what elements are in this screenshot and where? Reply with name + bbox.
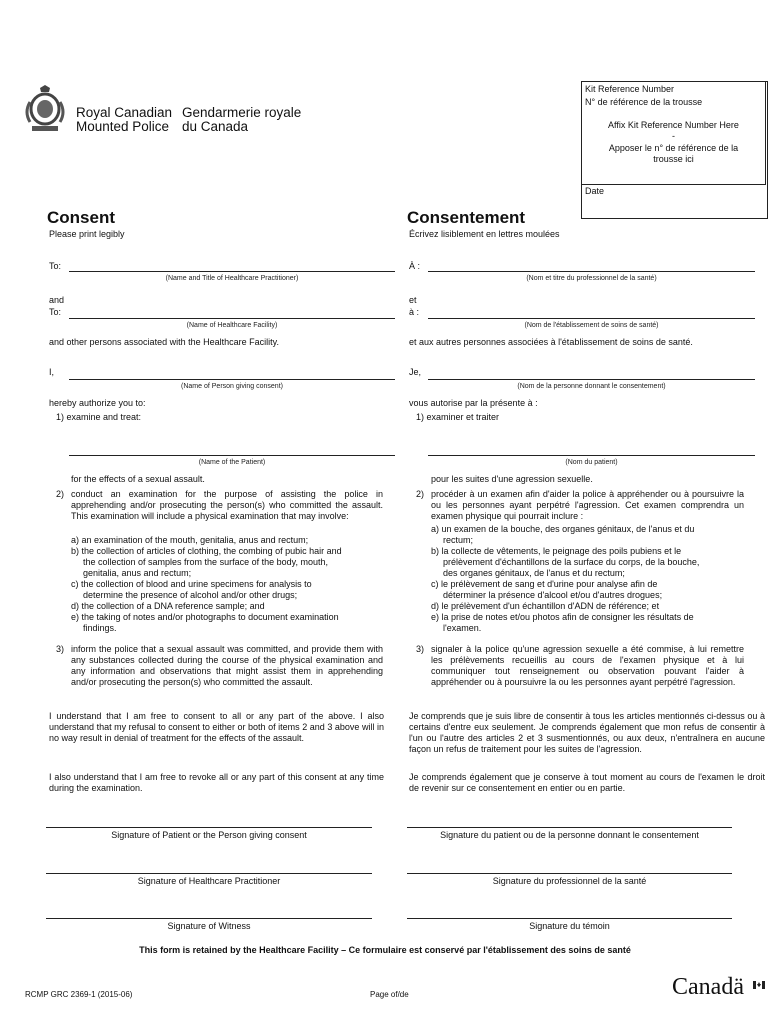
org-fr-line1: Gendarmerie royale xyxy=(182,105,302,120)
effects-fr: pour les suites d'une agression sexuelle. xyxy=(431,474,593,484)
other-persons-fr: et aux autres personnes associées à l'établissement de soins de santé. xyxy=(409,337,693,347)
item2-list-en xyxy=(71,535,391,634)
patient-field-en[interactable] xyxy=(69,455,395,456)
to-label-en: To: xyxy=(49,261,62,271)
kit-ref-label-fr: N° de référence de la trousse xyxy=(585,97,703,107)
signature-practitioner-label-fr: Signature du professionnel de la santé xyxy=(492,876,647,886)
patient-caption-en: (Name of the Patient) xyxy=(198,459,266,466)
item3-num-en: 3) xyxy=(56,644,65,654)
affix-en: Affix Kit Reference Number Here xyxy=(608,120,739,130)
signature-witness-field-en[interactable] xyxy=(46,918,372,919)
item2-b2-fr: prélèvement d'échantillons de la surface du corps, de la bouche, xyxy=(443,557,700,567)
patient-field-fr[interactable] xyxy=(428,455,755,456)
person-field-fr[interactable] xyxy=(428,379,755,380)
authorize-fr: vous autorise par la présente à : xyxy=(409,398,538,408)
rcmp-crest-icon xyxy=(22,84,68,134)
kit-ref-label-en: Kit Reference Number xyxy=(585,84,675,94)
understand1-fr: Je comprends que je suis libre de consentir à tous les articles mentionnés ci-dessus ou à certains d'entre eux seulement. Je comprends également que mon refus de consentir à l'un ou l'autre des articles 2 et 3 susmentionnés, ou aux deux, n'entraînera en aucune façon un refus de traitement pour les suites de l'agression. xyxy=(409,711,765,754)
item2-d-en: d) the collection of a DNA reference sample; and xyxy=(71,601,265,611)
signature-witness-label-en: Signature of Witness xyxy=(167,921,251,931)
subtitle-fr: Écrivez lisiblement en lettres moulées xyxy=(409,229,560,239)
item2-b1-en: b) the collection of articles of clothing, the combing of pubic hair and xyxy=(71,546,342,556)
item2-e1-fr: e) la prise de notes et/ou photos afin de consigner les résultats de xyxy=(431,612,694,622)
signature-practitioner-field-fr[interactable] xyxy=(407,873,732,874)
facility-caption-fr: (Nom de l'établissement de soins de santé) xyxy=(524,322,659,329)
org-en-line2: Mounted Police xyxy=(76,119,170,134)
signature-practitioner-label-en: Signature of Healthcare Practitioner xyxy=(137,876,281,886)
item2-a2-fr: rectum; xyxy=(443,535,474,545)
date-label: Date xyxy=(585,186,605,196)
item3-num-fr: 3) xyxy=(416,644,425,654)
item2-c2-en: determine the presence of alcohol and/or other drugs; xyxy=(83,590,298,600)
understand2-en: I also understand that I am free to revoke all or any part of this consent at any time during the examination. xyxy=(49,772,384,793)
authorize-en: hereby authorize you to: xyxy=(49,398,146,408)
other-persons-en: and other persons associated with the Healthcare Facility. xyxy=(49,337,279,347)
signature-witness-field-fr[interactable] xyxy=(407,918,732,919)
title-fr: Consentement xyxy=(407,208,526,227)
item1-en: 1) examine and treat: xyxy=(56,412,142,422)
facility-caption-en: (Name of Healthcare Facility) xyxy=(186,322,278,329)
org-name-en xyxy=(76,106,172,134)
patient-caption-fr: (Nom du patient) xyxy=(565,459,618,466)
and-label-fr: et xyxy=(409,295,417,305)
practitioner-caption-fr: (Nom et titre du professionnel de la santé) xyxy=(526,275,657,282)
affix-fr-1: Apposer le n° de référence de la xyxy=(608,143,739,153)
item2-text-en: conduct an examination for the purpose of assisting the police in apprehending and/or prosecuting the person(s) who committed the assault. This examination will include a physical examination that may involve: xyxy=(71,489,383,521)
item2-c2-fr: déterminer la présence d'alcool et/ou d'autres drogues; xyxy=(443,590,663,600)
to-label-fr: À : xyxy=(409,261,421,271)
item2-list-fr xyxy=(431,524,753,634)
item2-e2-en: findings. xyxy=(83,623,117,633)
item3-text-fr: signaler à la police qu'une agression sexuelle a été commise, à lui remettre les prélèvements recueillis au cours de l'examen physique et à lui communiquer tout renseignement ou observation pouvant l'aider à appréhender ou à poursuivre la ou les personnes ayant perpétré l'agression. xyxy=(431,644,744,687)
form-number: RCMP GRC 2369-1 (2015-06) xyxy=(25,990,133,999)
signature-patient-field-en[interactable] xyxy=(46,827,372,828)
person-caption-en: (Name of Person giving consent) xyxy=(181,383,283,390)
item2-a1-fr: a) un examen de la bouche, des organes génitaux, de l'anus et du xyxy=(431,524,695,534)
effects-en: for the effects of a sexual assault. xyxy=(71,474,205,484)
and-label-en: and xyxy=(49,295,65,305)
item2-num-fr: 2) xyxy=(416,489,425,499)
item2-c1-en: c) the collection of blood and urine specimens for analysis to xyxy=(71,579,312,589)
to2-label-fr: à : xyxy=(409,307,420,317)
subtitle-en: Please print legibly xyxy=(49,229,125,239)
signature-patient-label-en: Signature of Patient or the Person giving consent xyxy=(111,830,307,840)
understand1-en: I understand that I am free to consent to all or any part of the above. I also understand that my refusal to consent to either or both of items 2 and 3 above will in no way result in denial of treatment for the effects of the assault. xyxy=(49,711,384,743)
signature-practitioner-field-en[interactable] xyxy=(46,873,372,874)
practitioner-caption-en: (Name and Title of Healthcare Practitioner) xyxy=(165,275,299,282)
item2-b2-en: the collection of samples from the surface of the body, mouth, xyxy=(83,557,328,567)
practitioner-field-fr[interactable] xyxy=(428,271,755,272)
item2-e1-en: e) the taking of notes and/or photographs to document examination xyxy=(71,612,339,622)
item2-b3-en: genitalia, anus and rectum; xyxy=(83,568,192,578)
signature-patient-label-fr: Signature du patient ou de la personne donnant le consentement xyxy=(440,830,699,840)
title-en: Consent xyxy=(47,208,115,227)
facility-field-fr[interactable] xyxy=(428,318,755,319)
i-label-en: I, xyxy=(49,367,55,377)
org-fr-line2: du Canada xyxy=(182,119,249,134)
kit-reference-field[interactable] xyxy=(582,82,766,185)
understand2-fr: Je comprends également que je conserve à tout moment au cours de l'examen le droit de revenir sur ce consentement en entier ou en partie. xyxy=(409,772,765,793)
person-field-en[interactable] xyxy=(69,379,395,380)
page-number: Page of/de xyxy=(370,990,409,999)
facility-field-en[interactable] xyxy=(69,318,395,319)
person-caption-fr: (Nom de la personne donnant le consentement) xyxy=(517,383,666,390)
affix-dash: - xyxy=(672,131,675,141)
canada-wordmark: Canadä xyxy=(672,974,744,1000)
item3-text-en: inform the police that a sexual assault was committed, and provide them with any substances collected during the course of the physical examination and any information and observations that might assist them in apprehending and/or prosecuting the person(s) who committed the assault. xyxy=(71,644,383,687)
item2-b3-fr: des organes génitaux, de l'anus et du rectum; xyxy=(443,568,625,578)
canada-flag-icon xyxy=(753,976,765,984)
org-name-fr xyxy=(182,106,301,134)
item2-d-fr: d) le prélèvement d'un échantillon d'ADN de référence; et xyxy=(431,601,660,611)
item2-c1-fr: c) le prélèvement de sang et d'urine pour analyse afin de xyxy=(431,579,658,589)
kit-reference-box[interactable] xyxy=(581,81,768,219)
signature-witness-label-fr: Signature du témoin xyxy=(529,921,610,931)
org-en-line1: Royal Canadian xyxy=(76,105,173,120)
item2-b1-fr: b) la collecte de vêtements, le peignage des poils pubiens et le xyxy=(431,546,682,556)
item2-a-en: a) an examination of the mouth, genitalia, anus and rectum; xyxy=(71,535,309,545)
affix-fr-2: trousse ici xyxy=(653,154,694,164)
i-label-fr: Je, xyxy=(409,367,422,377)
item1-fr: 1) examiner et traiter xyxy=(416,412,500,422)
to2-label-en: To: xyxy=(49,307,62,317)
practitioner-field-en[interactable] xyxy=(69,271,395,272)
item2-num-en: 2) xyxy=(56,489,65,499)
retained-notice: This form is retained by the Healthcare Facility – Ce formulaire est conservé par l'établissement des soins de santé xyxy=(139,945,631,955)
signature-patient-field-fr[interactable] xyxy=(407,827,732,828)
item2-e2-fr: l'examen. xyxy=(443,623,482,633)
item2-text-fr: procéder à un examen afin d'aider la police à appréhender ou à poursuivre la ou les personnes ayant perpétré l'agression. Cet examen comprendra un examen physique qui pourrait inclure : xyxy=(431,489,744,521)
